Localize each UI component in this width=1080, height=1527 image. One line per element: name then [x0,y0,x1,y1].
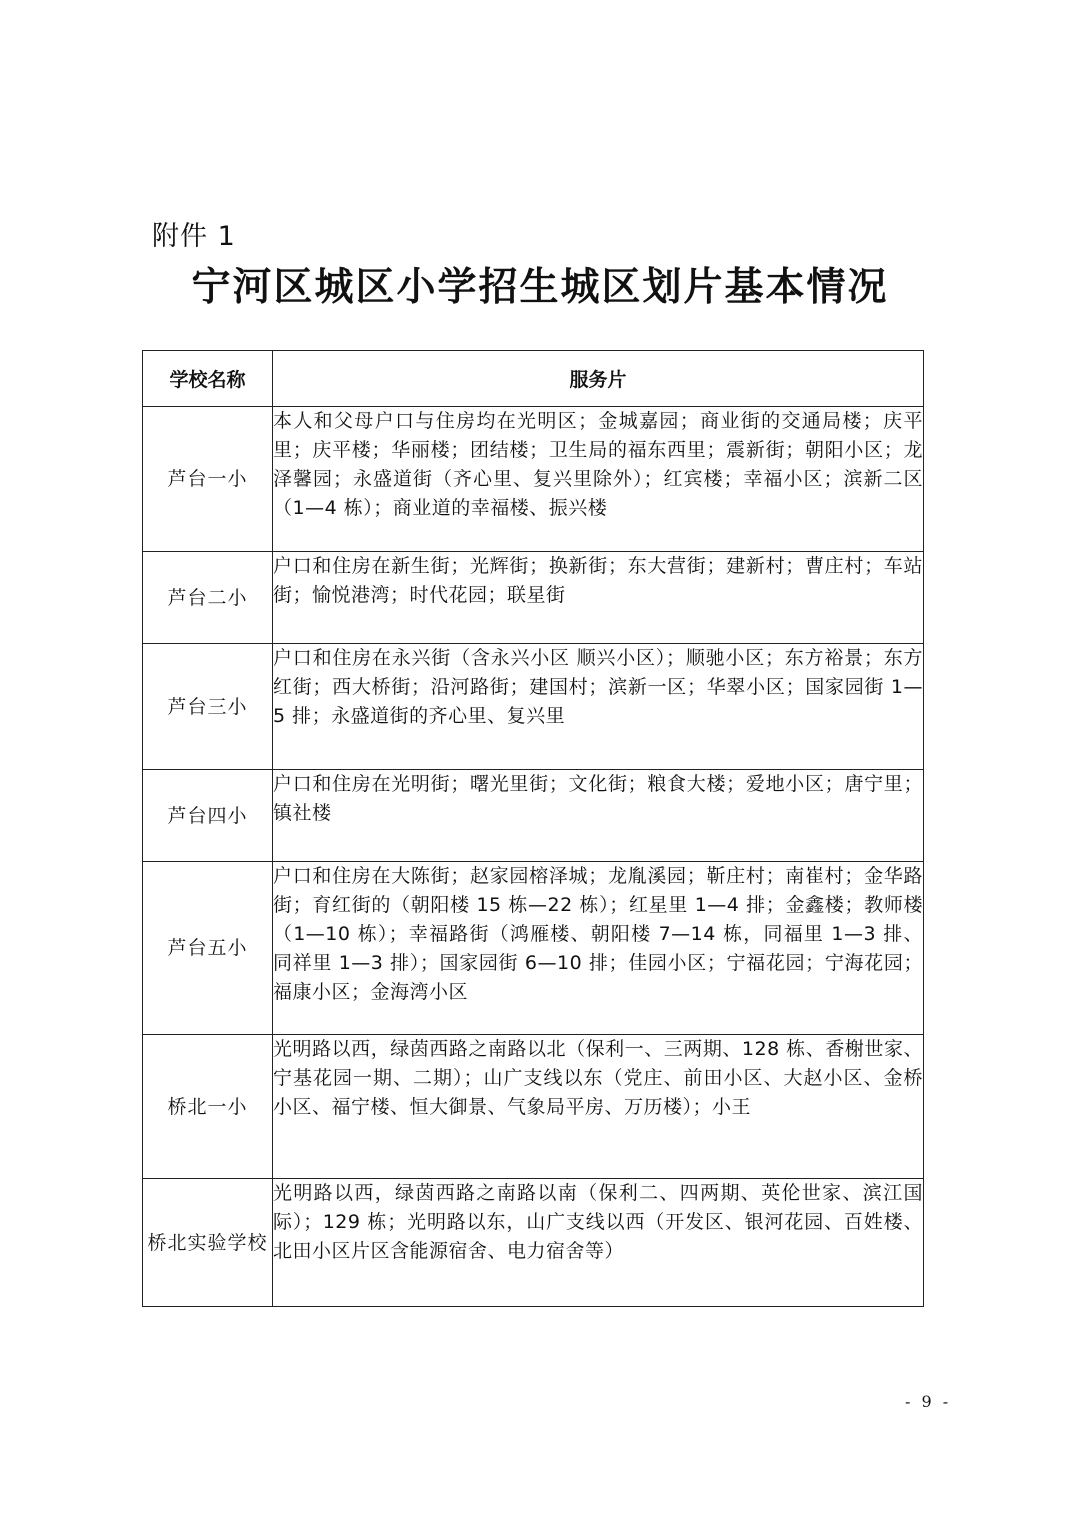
attachment-label: 附件 1 [152,221,236,252]
school-name-cell: 桥北一小 [143,1035,273,1179]
service-area-cell: 户口和住房在新生街；光辉街；换新街；东大营街；建新村；曹庄村；车站街；愉悦港湾；时代花园；联星街 [273,552,924,644]
school-name-cell: 芦台五小 [143,862,273,1035]
school-name-cell: 芦台一小 [143,407,273,552]
header-school-name: 学校名称 [143,351,273,407]
school-name-cell: 芦台四小 [143,770,273,862]
service-area-cell: 户口和住房在大陈街；赵家园榕泽城；龙胤溪园；靳庄村；南崔村；金华路街；育红街的（朝阳楼 15 栋—22 栋）；红星里 1—4 排；金鑫楼；教师楼（1—10 栋）；幸福路街（鸿雁楼、朝阳楼 7—14 栋，同福里 1—3 排、同祥里 1—3 排）；国家园街 6—10 排；佳园小区；宁福花园；宁海花园；福康小区；金海湾小区 [273,862,924,1035]
page-number: - 9 - [905,1392,952,1411]
service-area-cell: 本人和父母户口与住房均在光明区；金城嘉园；商业街的交通局楼；庆平里；庆平楼；华丽楼；团结楼；卫生局的福东西里；震新街；朝阳小区；龙泽馨园；永盛道街（齐心里、复兴里除外）；红宾楼；幸福小区；滨新二区（1—4 栋）；商业道的幸福楼、振兴楼 [273,407,924,552]
school-name-cell: 桥北实验学校 [143,1179,273,1307]
service-area-cell: 光明路以西，绿茵西路之南路以南（保利二、四两期、英伦世家、滨江国际）；129 栋；光明路以东，山广支线以西（开发区、银河花园、百姓楼、北田小区片区含能源宿舍、电力宿舍等） [273,1179,924,1307]
school-name-cell: 芦台三小 [143,644,273,770]
table-row [143,1179,924,1307]
table-row [143,552,924,644]
service-area-cell: 光明路以西，绿茵西路之南路以北（保利一、三两期、128 栋、香榭世家、宁基花园一期、二期）；山广支线以东（党庄、前田小区、大赵小区、金桥小区、福宁楼、恒大御景、气象局平房、万历楼）；小王 [273,1035,924,1179]
document-title: 宁河区城区小学招生城区划片基本情况 [191,264,889,310]
service-area-cell: 户口和住房在光明街；曙光里街；文化街；粮食大楼；爱地小区；唐宁里；镇社楼 [273,770,924,862]
table-row [143,862,924,1035]
table-row [143,1035,924,1179]
service-area-cell: 户口和住房在永兴街（含永兴小区 顺兴小区）；顺驰小区；东方裕景；东方红街；西大桥街；沿河路街；建国村；滨新一区；华翠小区；国家园街 1—5 排；永盛道街的齐心里、复兴里 [273,644,924,770]
table-header-row [143,351,924,407]
table-row [143,644,924,770]
table-row [143,770,924,862]
school-zone-table [142,350,924,1307]
table-row [143,407,924,552]
header-service-area: 服务片 [273,351,924,407]
school-name-cell: 芦台二小 [143,552,273,644]
